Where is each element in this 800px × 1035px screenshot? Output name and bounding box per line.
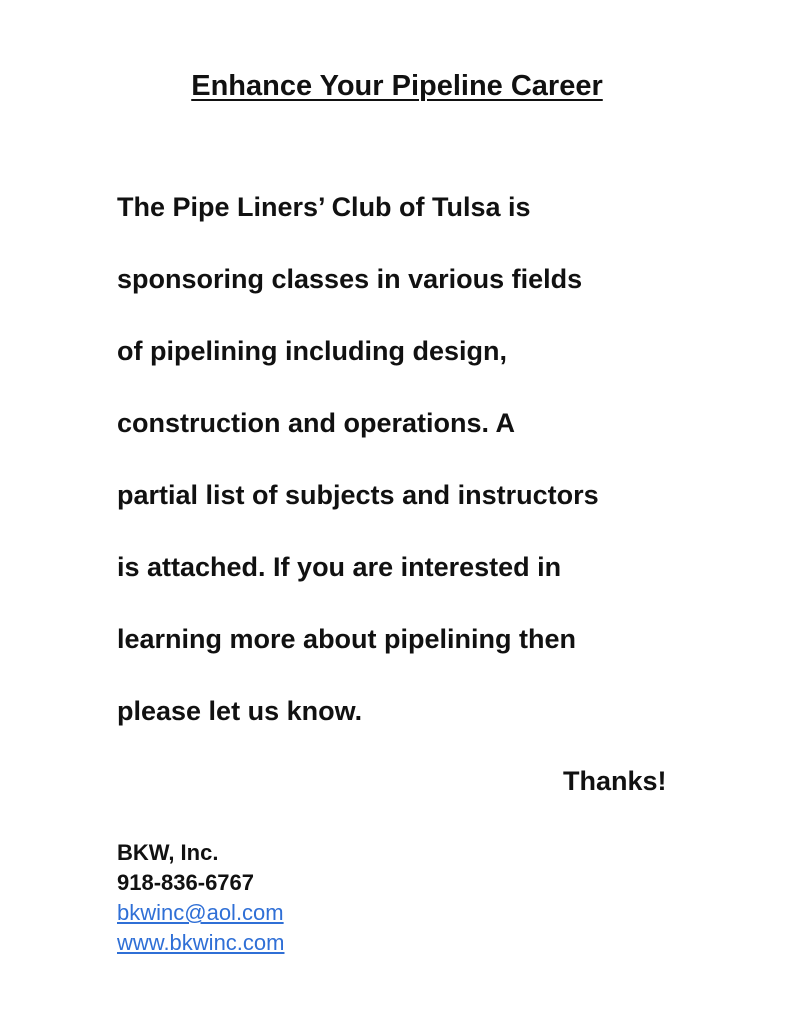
website-link[interactable]: www.bkwinc.com xyxy=(117,930,285,955)
body-line: of pipelining including design, xyxy=(117,336,507,366)
body-line: The Pipe Liners’ Club of Tulsa is xyxy=(117,192,531,222)
phone-number: 918-836-6767 xyxy=(117,870,255,895)
page-title: Enhance Your Pipeline Career xyxy=(191,70,603,102)
email-link[interactable]: bkwinc@aol.com xyxy=(117,900,284,925)
body-line: please let us know. xyxy=(117,696,363,726)
thanks-text: Thanks! xyxy=(563,766,667,796)
body-line: construction and operations. A xyxy=(117,408,516,438)
contact-block xyxy=(117,838,284,958)
body-line: is attached. If you are interested in xyxy=(117,552,562,582)
body-line: sponsoring classes in various fields xyxy=(117,264,583,294)
body-line: partial list of subjects and instructors xyxy=(117,480,599,510)
company-name: BKW, Inc. xyxy=(117,840,219,865)
body-line: learning more about pipelining then xyxy=(117,624,577,654)
